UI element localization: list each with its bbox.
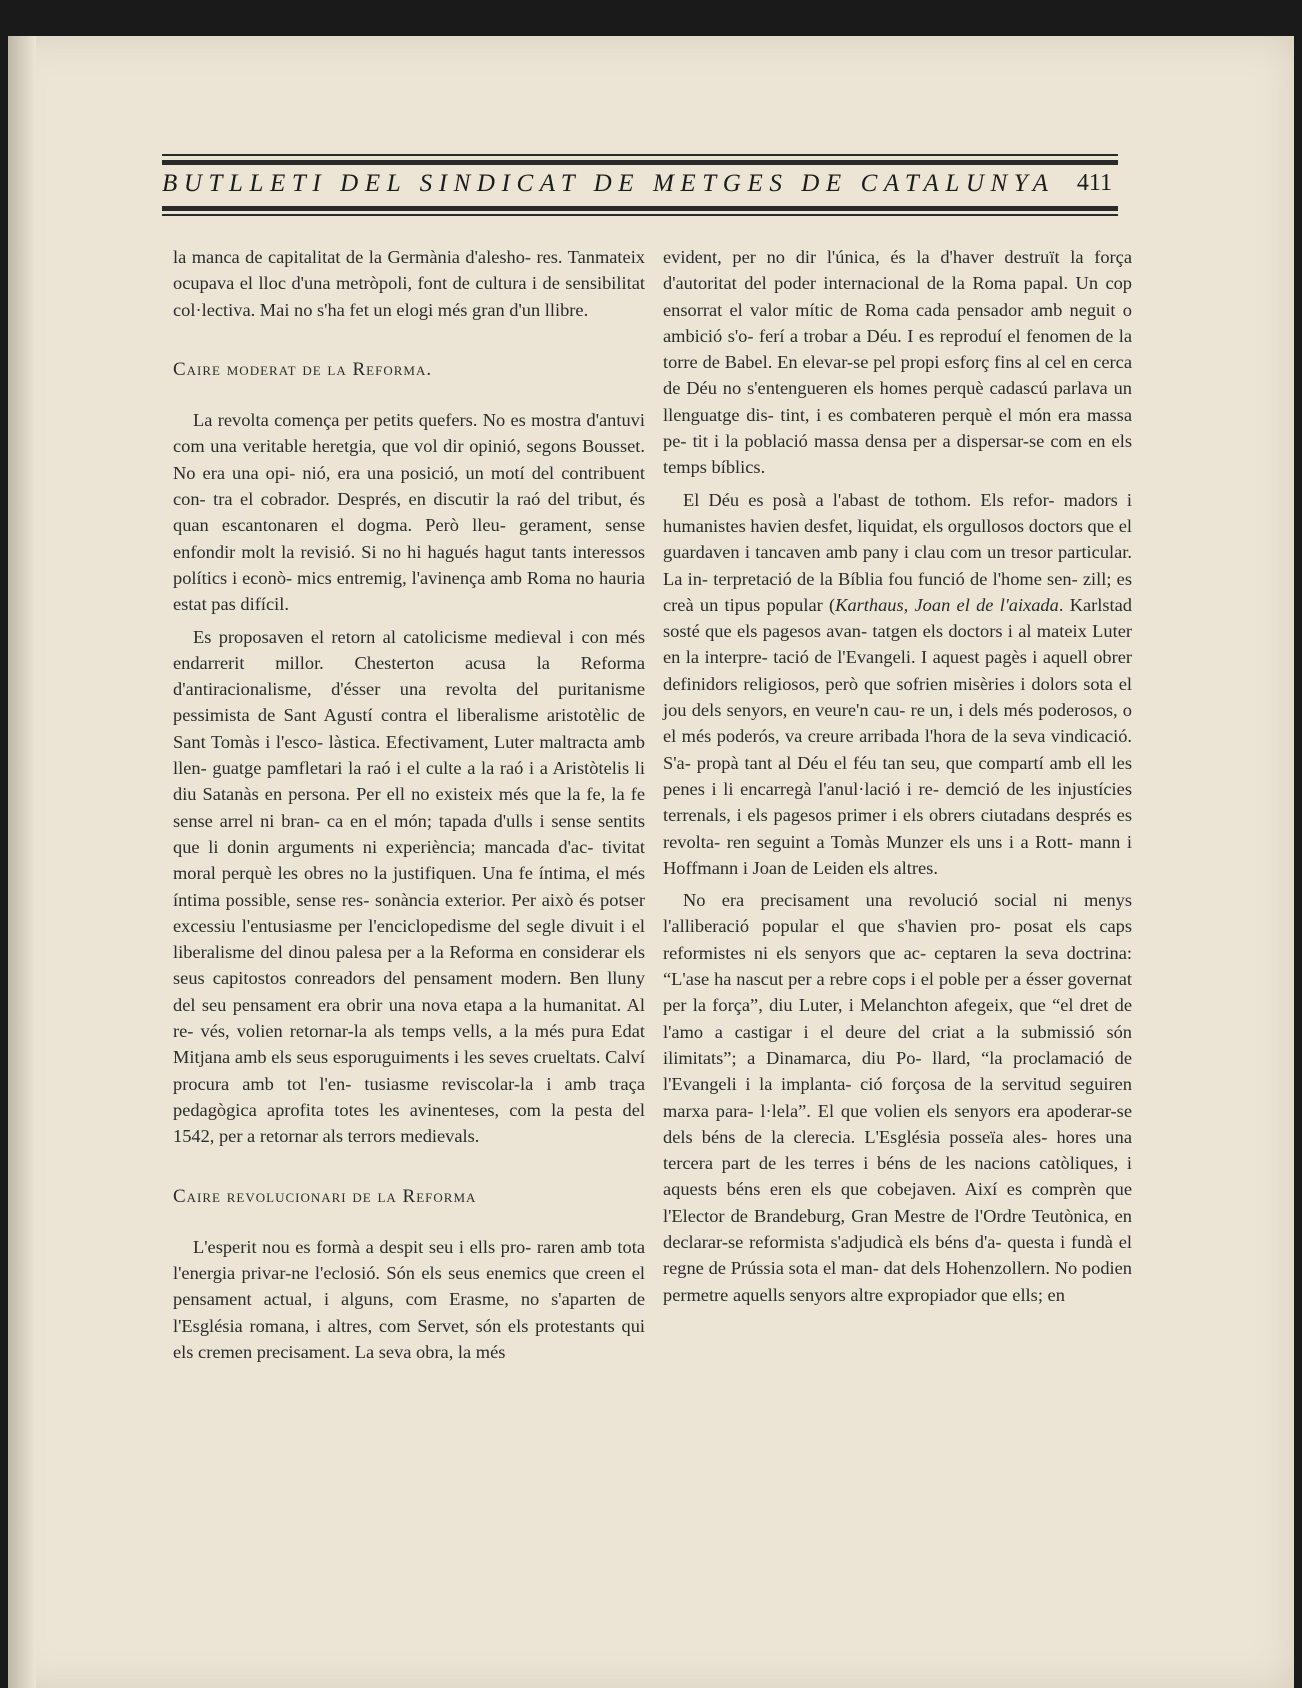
italic-citation: Karthaus, Joan el de l'aixada <box>835 594 1059 615</box>
page-number: 411 <box>1076 170 1112 196</box>
paragraph: la manca de capitalitat de la Germània d'alesho- res. Tanmateix ocupava el lloc d'una metròpoli, font de cultura i de sensibilitat col·lectiva. Mai no s'ha fet un elogi més gran d'un llibre. <box>173 247 645 320</box>
section-heading: Caire revolucionari de la Reforma <box>173 1185 477 1207</box>
left-column <box>173 244 645 1365</box>
paragraph: L'esperit nou es formà a despit seu i ells pro- raren amb tota l'energia privar-ne l'eclosió. Són els seus enemics que creen el pensament actual, i alguns, com Erasme, no s'aparten de l'Església romana, i altres, com Servet, són els protestants qui els cremen precisament. La seva obra, la més <box>173 1236 645 1362</box>
document-page <box>8 36 1294 1688</box>
paragraph: No era precisament una revolució social ni menys l'alliberació popular el que s'havien pro- posat els caps reformistes ni els senyors que ac- ceptaren la seva doctrina: “L'ase ha nascut per a rebre cops i el poble per a ésser governat per la força”, diu Luter, i Melanchton afegeix, que “el dret de l'amo a castigar i el deure del criat a la submissió són ilimitats”; a Dinamarca, diu Po- llard, “la proclamació de l'Evangeli i la implanta- ció forçosa de la servitud seguiren marxa para- l·lela”. El que volien els senyors era apoderar-se dels béns de la clerecia. L'Església posseïa ales- hores una tercera part de les terres i béns de les nacions catòliques, i aquests béns eren els que cobejaven. Així es comprèn que l'Elector de Brandeburg, Gran Mestre de l'Ordre Teutònica, en declarar-se reformista s'adjudicà els béns d'a- questa i fundà el regne de Prússia sota el man- dat dels Hohenzollern. No podien permetre aquells senyors altre expropiador que ells; en <box>663 890 1132 1305</box>
right-column <box>663 244 1132 1308</box>
running-title: BUTLLETI DEL SINDICAT DE METGES DE CATALUNYA <box>162 170 1055 197</box>
paragraph-text: El Déu es posà a l'abast de tothom. Els refor- madors i humanistes havien desfet, liquidat, els orgullosos doctors que el guardaven i tancaven amb pany i clau com un tresor particular. La in- terpretació de la Bíblia fou funció de l'home sen- zill; es creà un tipus popular ( <box>663 489 1132 615</box>
paragraph: evident, per no dir l'única, és la d'haver destruït la força d'autoritat del poder internacional de la Roma papal. Un cop ensorrat el valor mític de Roma cada pensador amb neguit o ambició s'o- ferí a trobar a Déu. I es reproduí el fenomen de la torre de Babel. En elevar-se pel propi esforç fins al cel en cerca de Déu no s'entengueren els homes perquè cadascú parlava un llenguatge dis- tint, i es combateren perquè el món era massa pe- tit i la població massa densa per a dispersar-se com en els temps bíblics. <box>663 247 1132 478</box>
page-gutter-shadow <box>8 36 36 1688</box>
paragraph <box>663 487 1132 881</box>
header-rule-top-thin <box>162 154 1118 156</box>
running-header <box>162 108 1118 216</box>
header-rule-top-thick <box>162 160 1118 165</box>
header-rule-bottom-thin <box>162 214 1118 216</box>
paragraph: La revolta comença per petits quefers. No es mostra d'antuvi com una veritable heretgia, que vol dir opinió, segons Bousset. No era una opi- nió, era una posició, un motí del contribuent con- tra el cobrador. Després, en discutir la raó del tribut, és quan escantonaren el dogma. Però lleu- gerament, sense enfondir molt la revisió. Si no hi hagués hagut tants interessos polítics i econò- mics entremig, l'avinença amb Roma no hauria estat pas difícil. <box>173 410 645 615</box>
header-rule-bottom-thick <box>162 206 1118 211</box>
paragraph: Es proposaven el retorn al catolicisme medieval i con més endarrerit millor. Chesterton acusa la Reforma d'antiracionalisme, d'ésser una revolta del puritanisme pessimista de Sant Agustí contra el liberalisme aristotèlic de Sant Tomàs i l'esco- làstica. Efectivament, Luter maltracta amb llen- guatge pamfletari la raó i el culte a la raó i a Aristòtelis li diu Satanàs en persona. Per ell no existeix més que la fe, la fe sense arrel ni bran- ca en el món; tapada d'ulls i sense sentits que li donin arguments ni experiència; mancada d'ac- tivitat moral perquè les obres no la justifiquen. Una fe íntima, el més íntima possible, sense res- sonància exterior. Per això és potser excessiu l'entusiasme per l'enciclopedisme del segle divuit i el liberalisme del dinou palesa per a la Reforma en considerar els seus capitostos conreadors del pensament modern. Ben lluny del seu pensament era obrir una nova etapa a la humanitat. Al re- vés, volien retornar-la als temps vells, a la més pura Edat Mitjana amb els seus esporuguiments i les seves crueltats. Calví procura amb tot l'en- tusiasme reviscolar-la i amb traça pedagògica aprofita totes les avinenteses, com la pesta del 1542, per a retornar als terrors medievals. <box>173 626 645 1147</box>
section-heading: Caire moderat de la Reforma. <box>173 358 433 380</box>
paragraph-text: . Karlstad sosté que els pagesos avan- tatgen els doctors i al mateix Luter en la interpre- tació de l'Evangeli. I aquest pagès i aquell obrer definidors religiosos, però que sofrien misèries i dolors sota el jou dels senyors, en veure'n cau- re un, i dels més poderosos, o el més poderós, va creure arribada l'hora de la seva vindicació. S'a- propà tant al Déu el féu tan seu, que compartí amb ell les penes i li encarregà l'anul·lació i re- demció de les injustícies terrenals, i els pagesos primer i els obrers ciutadans després es revolta- ren seguint a Tomàs Munzer els uns i a Rott- mann i Hoffmann i Joan de Leiden els altres. <box>663 594 1133 878</box>
